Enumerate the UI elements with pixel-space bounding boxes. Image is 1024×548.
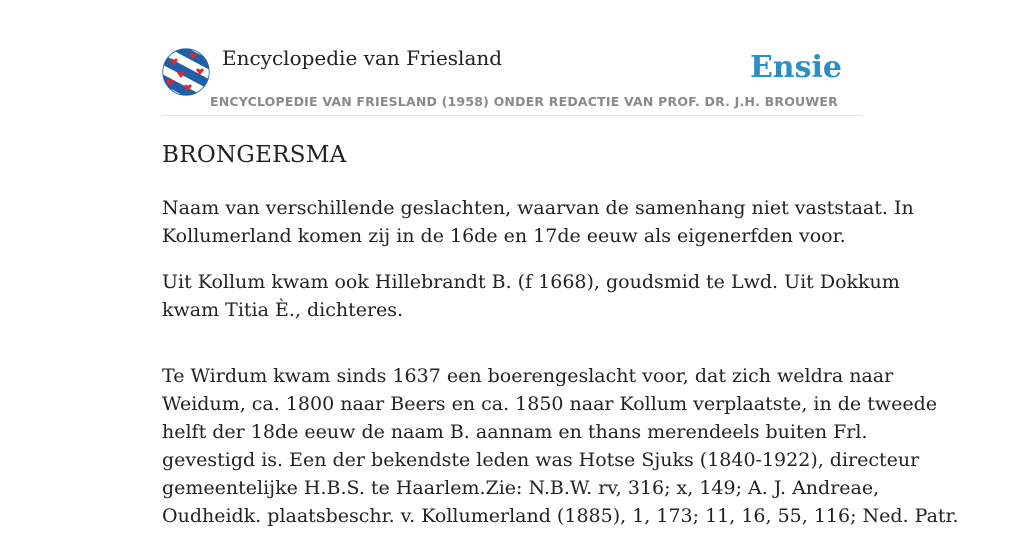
article-title: BRONGERSMA bbox=[162, 142, 347, 168]
header-divider bbox=[162, 115, 862, 116]
paragraph-line: Uit Kollum kwam ook Hillebrandt B. (f 1668), goudsmid te Lwd. Uit Dokkum bbox=[162, 271, 900, 293]
paragraph-line: helft der 18de eeuw de naam B. aannam en thans merendeels buiten Frl. bbox=[162, 421, 868, 443]
paragraph-line: Naam van verschillende geslachten, waarvan de samenhang niet vaststaat. In bbox=[162, 197, 914, 219]
paragraph-line: Weidum, ca. 1800 naar Beers en ca. 1850 naar Kollum verplaatste, in de tweede bbox=[162, 393, 938, 415]
paragraph-line: Kollumerland komen zij in de 16de en 17de eeuw als eigenerfden voor. bbox=[162, 225, 846, 247]
article-paragraph bbox=[162, 194, 914, 250]
logo-graphic bbox=[162, 48, 210, 96]
brand-logo[interactable]: Ensie bbox=[749, 50, 842, 85]
paragraph-line: gemeentelijke H.B.S. te Haarlem.Zie: N.B.W. rv, 316; x, 149; A. J. Andreae, bbox=[162, 477, 880, 499]
paragraph-line: Te Wirdum kwam sinds 1637 een boerengeslacht voor, dat zich weldra naar bbox=[162, 365, 894, 387]
site-name[interactable]: Encyclopedie van Friesland bbox=[222, 46, 503, 70]
article-paragraph bbox=[162, 268, 900, 324]
paragraph-line: kwam Titia È., dichteres. bbox=[162, 299, 404, 321]
friesland-flag-icon[interactable] bbox=[162, 48, 210, 96]
article-paragraph bbox=[162, 362, 959, 530]
site-header bbox=[162, 44, 862, 116]
paragraph-line: Oudheidk. plaatsbeschr. v. Kollumerland (1885), 1, 173; 11, 16, 55, 116; Ned. Patr. bbox=[162, 505, 959, 527]
site-subtitle: ENCYCLOPEDIE VAN FRIESLAND (1958) ONDER REDACTIE VAN PROF. DR. J.H. BROUWER bbox=[210, 94, 838, 109]
paragraph-line: gevestigd is. Een der bekendste leden was Hotse Sjuks (1840-1922), directeur bbox=[162, 449, 920, 471]
article bbox=[162, 138, 959, 548]
